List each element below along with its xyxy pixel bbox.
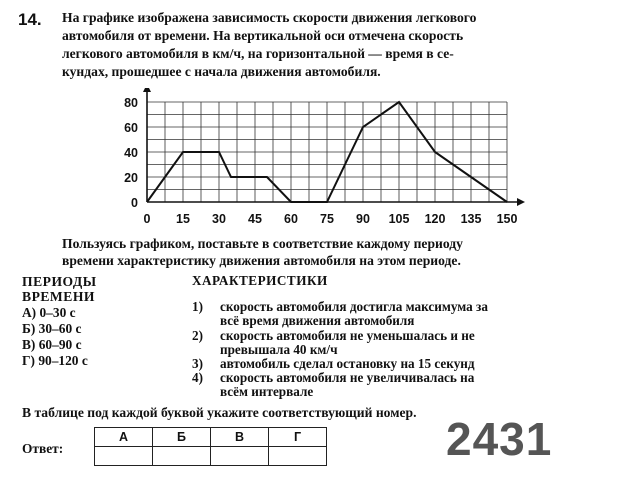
x-tick-label: 90	[356, 212, 370, 226]
characteristic-text: всё время движения автомобиля	[220, 313, 415, 329]
y-tick-label: 40	[124, 146, 138, 160]
answer-header-row	[95, 428, 327, 447]
characteristic-number: 1)	[192, 299, 203, 315]
y-tick-label: 80	[124, 96, 138, 110]
x-tick-labels	[144, 212, 518, 226]
intro-line: кундах, прошедшее с начала движения автомобиля.	[62, 64, 381, 79]
x-axis-arrow	[517, 198, 525, 206]
characteristics-column	[192, 274, 617, 400]
task-intro	[62, 9, 614, 81]
characteristic-item	[192, 357, 617, 371]
x-tick-label: 105	[388, 212, 410, 226]
characteristic-text: скорость автомобиля не увеличивалась на	[220, 370, 475, 386]
intro-line: легкового автомобиля в км/ч, на горизонтальной — время в се-	[62, 46, 454, 61]
characteristic-text: скорость автомобиля достигла максимума за	[220, 299, 488, 315]
y-tick-label: 60	[124, 121, 138, 135]
characteristic-item	[192, 371, 617, 399]
answer-cell-a[interactable]	[95, 447, 153, 466]
answer-header-b: Б	[153, 428, 211, 447]
answer-cell-v[interactable]	[211, 447, 269, 466]
x-tick-label: 60	[284, 212, 298, 226]
y-tick-label: 0	[131, 196, 138, 210]
x-tick-label: 135	[460, 212, 482, 226]
x-tick-label: 45	[248, 212, 262, 226]
answer-table	[94, 427, 327, 466]
intro-line: автомобиля от времени. На вертикальной оси отмечена скорость	[62, 28, 464, 43]
characteristic-number: 4)	[192, 370, 203, 386]
characteristic-text: превышала 40 км/ч	[220, 341, 338, 357]
periods-heading: ПЕРИОДЫ	[22, 274, 97, 289]
intro-line: На графике изображена зависимость скорости движения легкового	[62, 10, 477, 25]
answer-header-g: Г	[269, 428, 327, 447]
characteristic-text: автомобиль сделал остановку на 15 секунд	[220, 356, 475, 372]
y-tick-labels	[124, 96, 138, 210]
period-item: Б) 30–60 с	[22, 321, 82, 336]
periods-column	[22, 274, 97, 368]
characteristic-text: всём интервале	[220, 384, 314, 400]
x-tick-label: 15	[176, 212, 190, 226]
x-tick-label: 0	[143, 212, 151, 226]
x-tick-label: 150	[496, 212, 518, 226]
answer-cell-b[interactable]	[153, 447, 211, 466]
answer-header-a: А	[95, 428, 153, 447]
answer-input-row	[95, 447, 327, 466]
instruction-line: Пользуясь графиком, поставьте в соответствие каждому периоду	[62, 236, 463, 251]
y-tick-label: 20	[124, 171, 138, 185]
answer-cell-g[interactable]	[269, 447, 327, 466]
characteristic-item	[192, 300, 617, 328]
y-axis-arrow	[143, 88, 151, 92]
characteristic-text: скорость автомобиля не уменьшалась и не	[220, 327, 475, 343]
correct-answer: 2431	[446, 413, 553, 465]
x-tick-label: 30	[212, 212, 226, 226]
speed-time-chart	[110, 88, 530, 228]
answer-header-v: В	[211, 428, 269, 447]
x-tick-label: 120	[424, 212, 446, 226]
characteristic-item	[192, 329, 617, 357]
instruction-line: времени характеристику движения автомобиля на этом периоде.	[62, 253, 461, 268]
period-item: Г) 90–120 с	[22, 353, 88, 368]
x-tick-label: 75	[320, 212, 334, 226]
characteristic-number: 3)	[192, 356, 203, 372]
period-item: А) 0–30 с	[22, 305, 76, 320]
periods-heading: ВРЕМЕНИ	[22, 289, 95, 304]
instruction	[62, 235, 617, 269]
characteristic-number: 2)	[192, 327, 203, 343]
answer-label: Ответ:	[22, 441, 64, 456]
table-instruction: В таблице под каждой буквой укажите соответствующий номер.	[22, 405, 417, 420]
task-number: 14.	[18, 10, 42, 29]
characteristics-heading: ХАРАКТЕРИСТИКИ	[192, 273, 328, 288]
period-item: В) 60–90 с	[22, 337, 82, 352]
